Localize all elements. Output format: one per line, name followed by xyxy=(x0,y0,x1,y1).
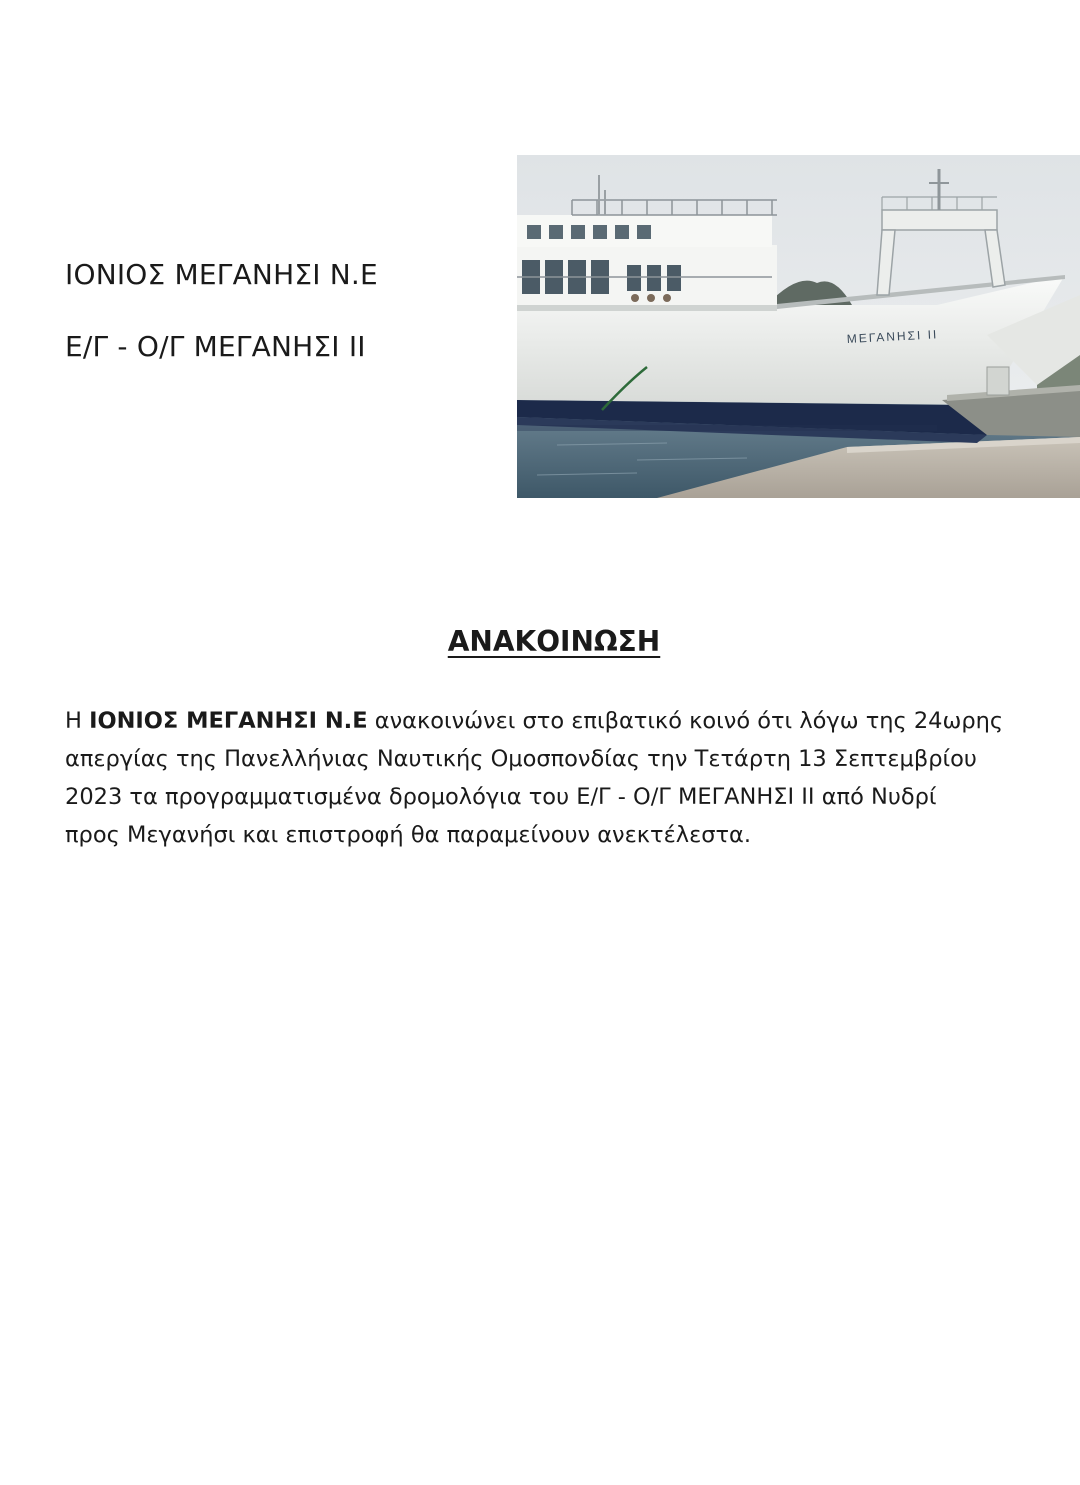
company-name: ΙΟΝΙΟΣ ΜΕΓΑΝΗΣΙ Ν.Ε xyxy=(65,258,378,291)
body-line-1-rest: ανακοινώνει στο επιβατικό κοινό ότι λόγω της 24ωρης xyxy=(367,708,1004,734)
body-line-1 xyxy=(65,702,1025,740)
body-line-2: απεργίας της Πανελλήνιας Ναυτικής Ομοσπονδίας την Τετάρτη 13 Σεπτεμβρίου xyxy=(65,746,977,772)
body-line-4: προς Μεγανήσι και επιστροφή θα παραμείνουν ανεκτέλεστα. xyxy=(65,822,752,848)
company-name-bold: ΙΟΝΙΟΣ ΜΕΓΑΝΗΣΙ Ν.Ε xyxy=(89,708,368,734)
hull-lettering: ΜΕΓΑΝΗΣΙ ΙΙ xyxy=(846,327,939,346)
announcement-body xyxy=(65,702,1025,854)
body-line-1-prefix: Η xyxy=(65,708,90,734)
vessel-name: Ε/Γ - Ο/Γ ΜΕΓΑΝΗΣΙ ΙΙ xyxy=(65,330,366,363)
announcement-title: ΑΝΑΚΟΙΝΩΣΗ xyxy=(447,625,661,658)
body-line-3: 2023 τα προγραμματισμένα δρομολόγια του Ε/Γ - Ο/Γ ΜΕΓΑΝΗΣΙ ΙΙ από Νυδρί xyxy=(65,784,937,810)
ferry-photo xyxy=(517,155,1080,498)
